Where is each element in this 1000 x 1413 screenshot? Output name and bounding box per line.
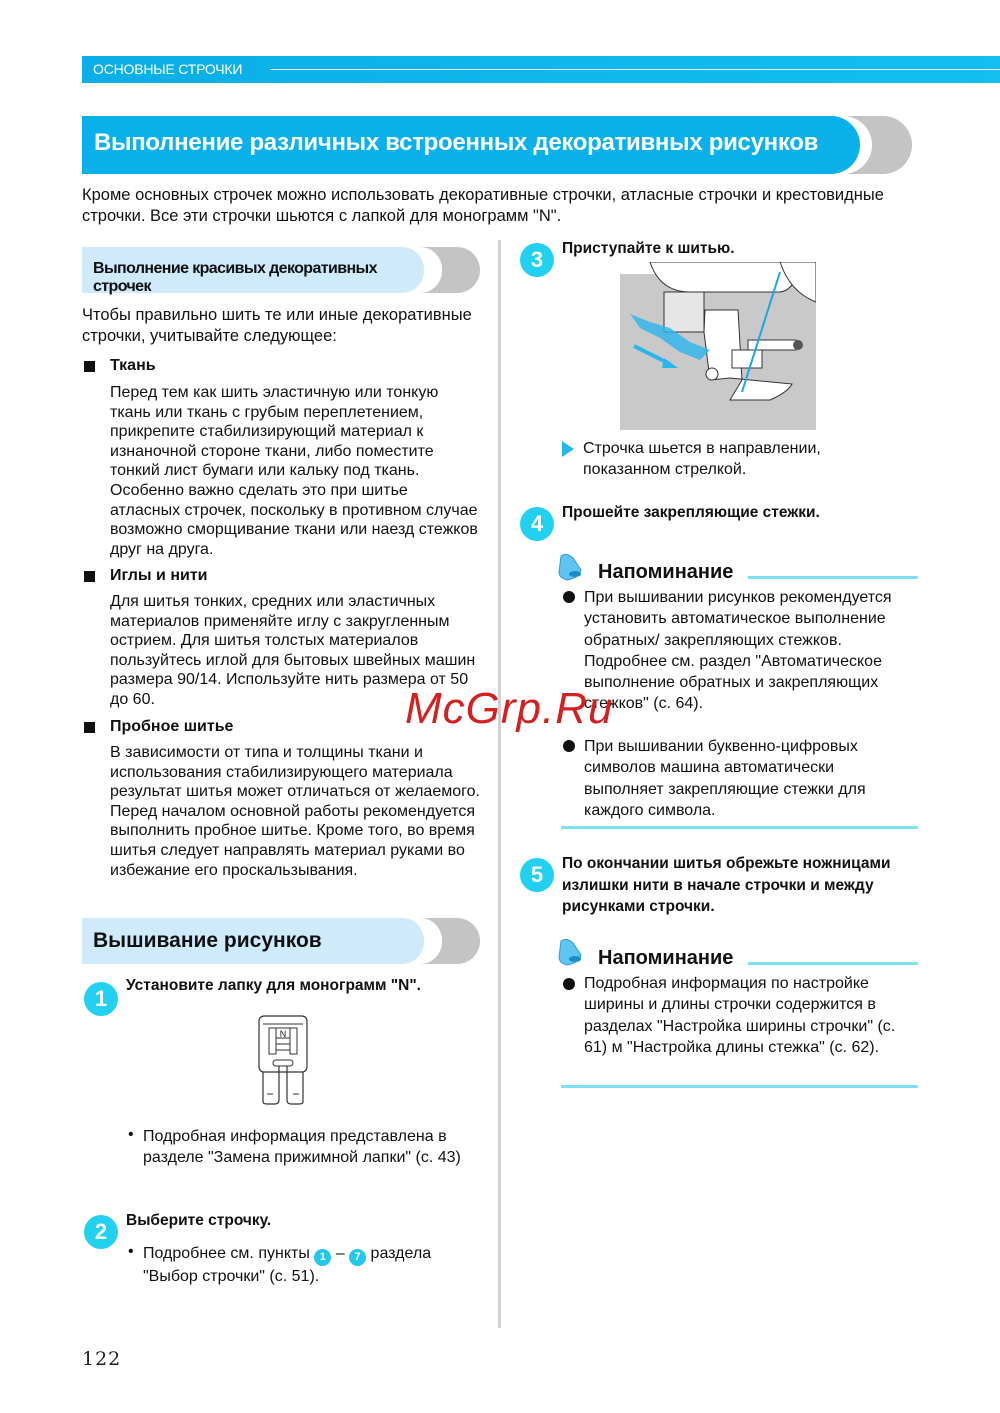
- item-heading-fabric: Ткань: [110, 357, 156, 374]
- step-number-text: 3: [530, 247, 544, 272]
- item-heading-needles: Иглы и нити: [110, 567, 208, 584]
- step-3-title: Приступайте к шитью.: [562, 240, 735, 257]
- step-number-4: [520, 507, 554, 541]
- subsection-heading-decorative: [82, 247, 424, 293]
- step-2-title: Выберите строчку.: [126, 1212, 272, 1229]
- step-5-title: По окончании шитья обрежьте ножницами излишки нити в начале строчки и между рисунками строчки.: [562, 855, 891, 915]
- step-1-note: Подробная информация представлена в разделе "Замена прижимной лапки" (с. 43): [143, 1128, 461, 1166]
- memo-bottom-rule: [561, 1085, 918, 1088]
- bullet-dot-icon: [563, 591, 575, 603]
- note-text: Подробнее см. пункты: [143, 1245, 310, 1262]
- item-body-test: В зависимости от типа и толщины ткани и использования стабилизирующего материала результат шитья может отличаться от желаемого. Перед началом основной работы рекомендуется выполнить пробное шитье. Кроме того, во время шитья следует направлять материал руками во избежание его проскальзывания.: [110, 744, 480, 879]
- step-3-result: Строчка шьется в направлении, показанном стрелкой.: [583, 440, 821, 478]
- subsection-title: Выполнение красивых декоративных строчек: [93, 260, 377, 295]
- step-number-3: [520, 243, 554, 277]
- step-1-title: Установите лапку для монограмм "N".: [126, 977, 421, 994]
- ref-step-7: 7: [349, 1249, 366, 1266]
- svg-text:N: N: [279, 1029, 287, 1039]
- bell-icon: [555, 552, 585, 582]
- memo-title: Напоминание: [598, 947, 734, 969]
- step-number-5: [520, 858, 554, 892]
- dash: –: [335, 1245, 345, 1262]
- result-arrow-icon: [562, 441, 574, 457]
- bullet-dot-icon: [563, 978, 575, 990]
- memo-item: При вышивании буквенно-цифровых символов машина автоматически выполняет закрепляющие стежки для каждого символа.: [584, 738, 866, 819]
- memo-item: При вышивании рисунков рекомендуется установить автоматическое выполнение обратных/ закрепляющих стежков. Подробнее см. раздел "Автоматическое выполнение обратных и закрепляющих стежков" (с. 64).: [584, 589, 892, 713]
- step-number-1: [84, 982, 118, 1016]
- memo-bottom-rule: [561, 826, 918, 829]
- chapter-label: ОСНОВНЫЕ СТРОЧКИ: [93, 61, 243, 77]
- page-title-banner: [82, 116, 860, 174]
- bullet-icon: •: [128, 1243, 134, 1260]
- step-number-text: 1: [94, 986, 108, 1011]
- header-rule: [270, 69, 1000, 70]
- item-heading-test: Пробное шитье: [110, 718, 234, 735]
- chapter-header-bar: [82, 56, 1000, 83]
- watermark: McGrp.Ru: [405, 684, 614, 733]
- square-bullet-icon: [84, 722, 95, 733]
- step-number-text: 2: [94, 1219, 108, 1244]
- item-body-fabric: Перед тем как шить эластичную или тонкую ткань или ткань с грубым переплетением, прикрепите стабилизирующий материал к изнаночной стороне ткани, либо поместите тонкий лист бумаги или кальку под ткань. Особенно важно сделать это при шитье атласных строчек, поскольку в противном случае возможно сморщивание ткани или наезд стежков друг на друга.: [110, 384, 478, 558]
- step-number-2: [84, 1215, 118, 1249]
- item-body-needles: Для шитья тонких, средних или эластичных материалов применяйте иглу с закругленным острием. Для шитья толстых материалов пользуйтесь иглой для бытовых швейных машин размера 90/14. Используйте нить размера от 50 до 60.: [110, 593, 476, 708]
- subsection-title: Вышивание рисунков: [93, 929, 322, 952]
- subsection-heading-embroidery: [82, 918, 424, 964]
- square-bullet-icon: [84, 571, 95, 582]
- step-number-text: 4: [530, 511, 544, 536]
- bullet-dot-icon: [563, 740, 575, 752]
- bell-icon: [555, 937, 585, 967]
- memo-item: Подробная информация по настройке ширины и длины строчки содержится в разделах "Настройка ширины строчки" (с. 61) м "Настройка длины стежка" (с. 62).: [584, 975, 896, 1056]
- step-4-title: Прошейте закрепляющие стежки.: [562, 504, 820, 521]
- step-2-note: [143, 1243, 483, 1287]
- step-number-text: 5: [530, 862, 544, 887]
- intro-paragraph: Кроме основных строчек можно использовать декоративные строчки, атласные строчки и крестовидные строчки. Все эти строчки шьются с лапкой для монограмм "N".: [82, 186, 884, 225]
- square-bullet-icon: [84, 361, 95, 372]
- memo-rule: [748, 962, 918, 965]
- column-divider: [498, 240, 501, 1328]
- subsection-lead: Чтобы правильно шить те или иные декоративные строчки, учитывайте следующее:: [82, 306, 472, 345]
- memo-title: Напоминание: [598, 561, 734, 583]
- note-text: раздела "Выбор строчки" (с. 51).: [143, 1245, 432, 1285]
- page-title: Выполнение различных встроенных декоративных рисунков: [94, 129, 819, 156]
- ref-step-1: 1: [314, 1249, 331, 1266]
- bullet-icon: •: [128, 1126, 134, 1143]
- sewing-foot-illustration: [620, 262, 816, 430]
- monogram-foot-n-illustration: [255, 1014, 311, 1106]
- page-number: 122: [82, 1348, 122, 1370]
- memo-rule: [748, 576, 918, 579]
